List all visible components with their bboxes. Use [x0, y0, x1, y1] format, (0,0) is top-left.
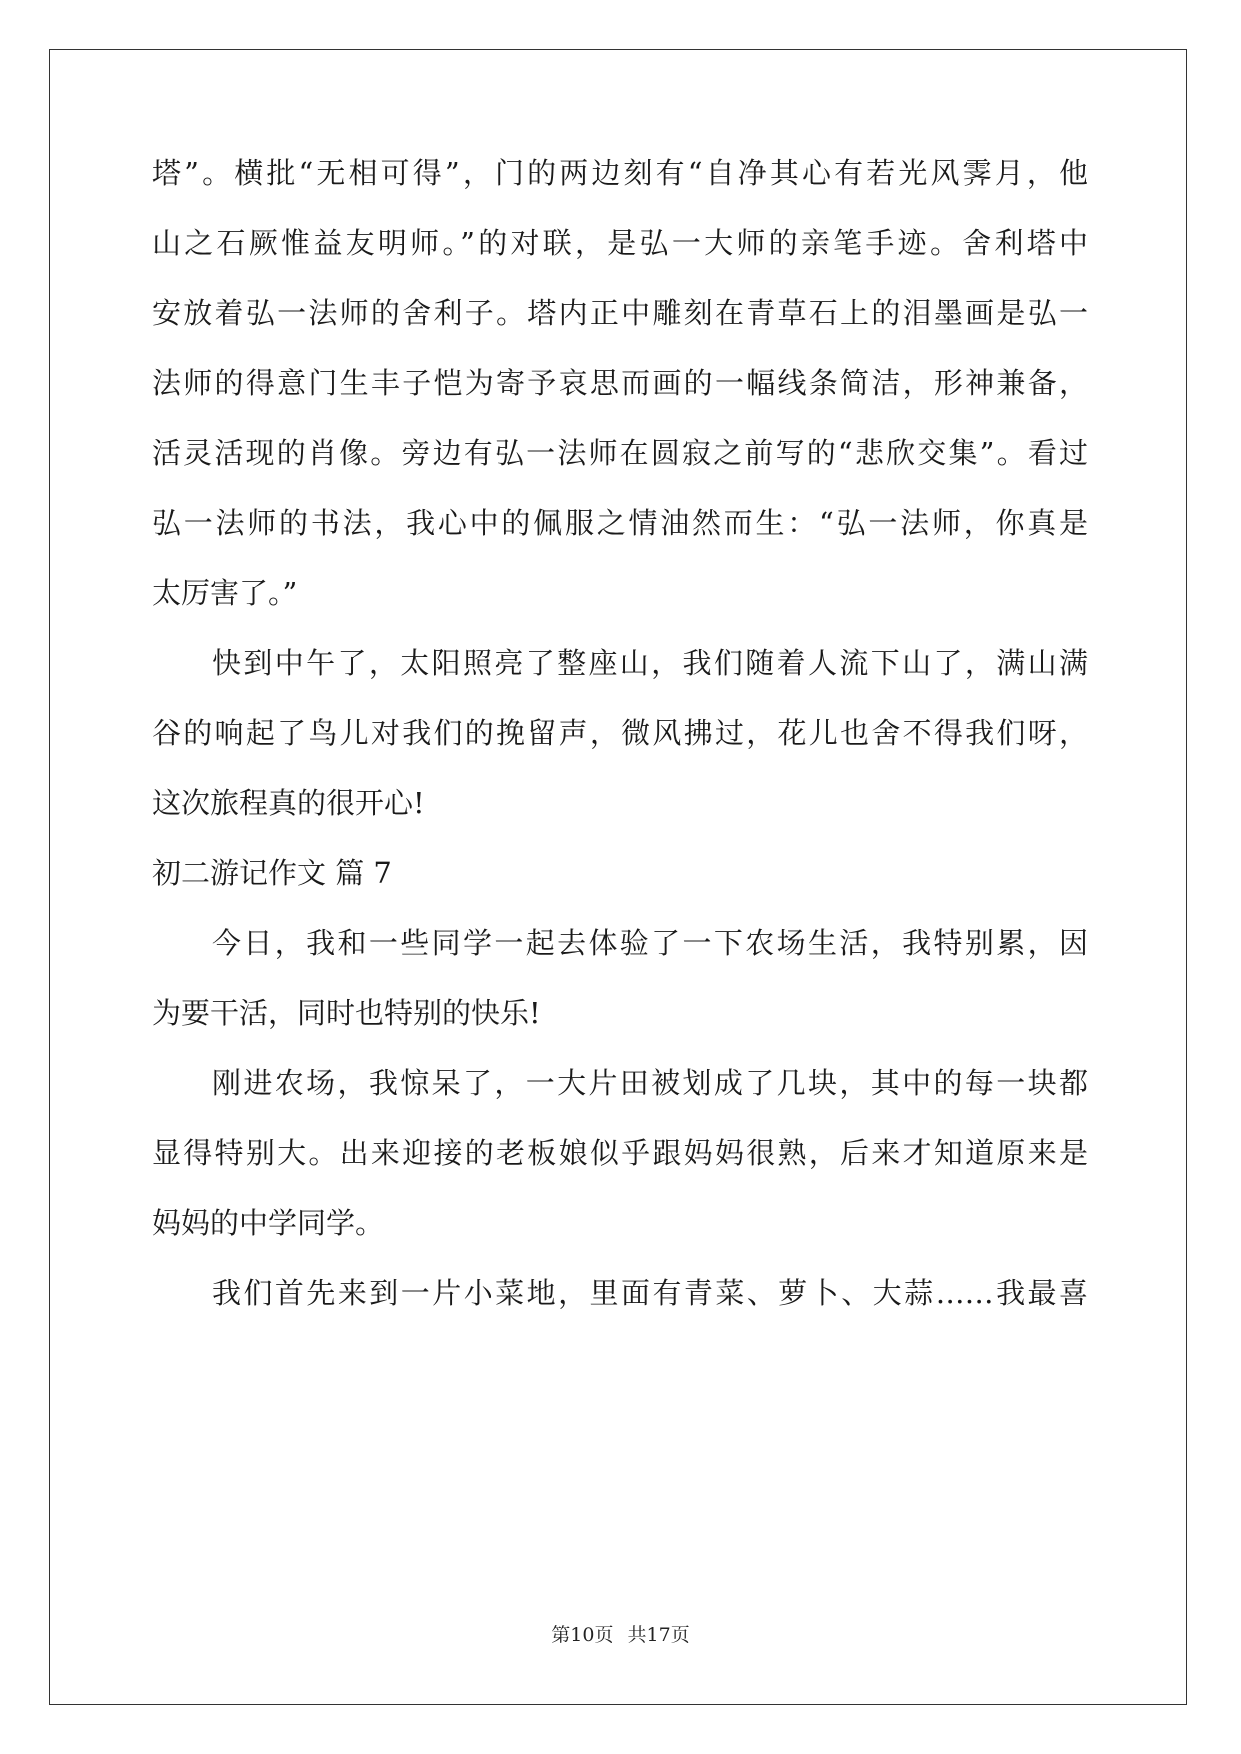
text-line: 谷的响起了鸟儿对我们的挽留声，微风拂过，花儿也舍不得我们呀，	[152, 716, 1088, 750]
paragraph-first-line: 我们首先来到一片小菜地，里面有青菜、萝卜、大蒜……我最喜	[212, 1276, 1088, 1310]
text-line: 安放着弘一法师的舍利子。塔内正中雕刻在青草石上的泪墨画是弘一	[152, 296, 1088, 330]
text-line: 妈妈的中学同学。	[152, 1206, 385, 1240]
section-heading: 初二游记作文 篇 7	[152, 856, 392, 890]
text-line: 太厉害了。”	[152, 576, 298, 610]
page-footer	[0, 1620, 1241, 1647]
text-line: 塔”。横批“无相可得”，门的两边刻有“自净其心有若光风霁月，他	[152, 156, 1088, 190]
text-line: 活灵活现的肖像。旁边有弘一法师在圆寂之前写的“悲欣交集”。看过	[152, 436, 1088, 470]
text-line: 法师的得意门生丰子恺为寄予哀思而画的一幅线条简洁，形神兼备，	[152, 366, 1088, 400]
paragraph-first-line: 快到中午了，太阳照亮了整座山，我们随着人流下山了，满山满	[212, 646, 1088, 680]
text-line: 这次旅程真的很开心!	[152, 786, 425, 820]
text-line: 显得特别大。出来迎接的老板娘似乎跟妈妈很熟，后来才知道原来是	[152, 1136, 1088, 1170]
page-number: 第10页	[551, 1624, 614, 1646]
page-total: 共17页	[627, 1624, 690, 1646]
paragraph-first-line: 今日，我和一些同学一起去体验了一下农场生活，我特别累，因	[212, 926, 1088, 960]
text-line: 山之石厥惟益友明师。”的对联，是弘一大师的亲笔手迹。舍利塔中	[152, 226, 1088, 260]
text-line: 弘一法师的书法，我心中的佩服之情油然而生：“弘一法师，你真是	[152, 506, 1088, 540]
paragraph-first-line: 刚进农场，我惊呆了，一大片田被划成了几块，其中的每一块都	[212, 1066, 1088, 1100]
text-line: 为要干活，同时也特别的快乐!	[152, 996, 541, 1030]
